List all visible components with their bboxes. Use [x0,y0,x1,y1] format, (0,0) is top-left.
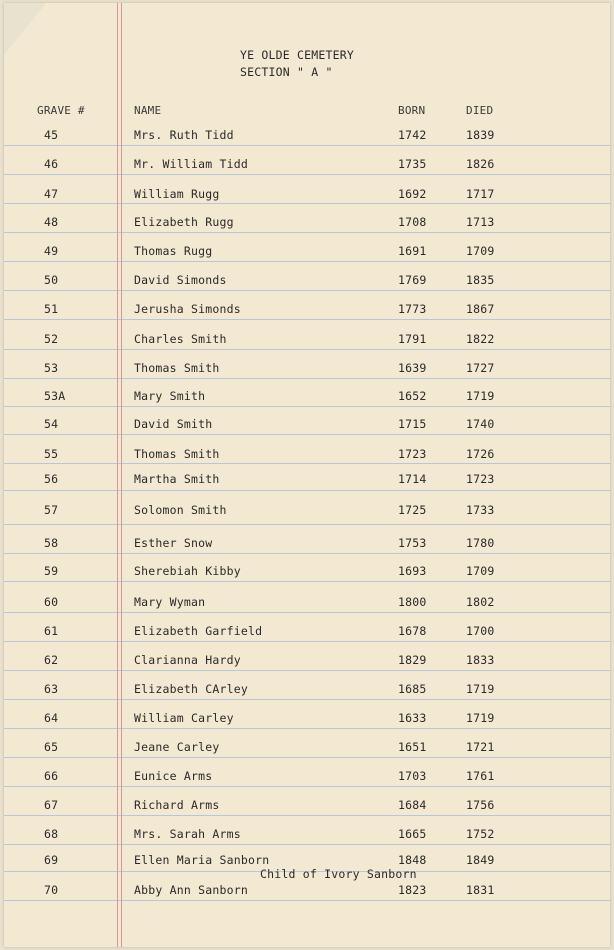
birth-year: 1685 [398,682,427,696]
birth-year: 1723 [398,447,427,461]
grave-name: William Rugg [134,187,220,201]
death-year: 1713 [466,215,495,229]
birth-year: 1665 [398,827,427,841]
death-year: 1839 [466,128,495,142]
death-year: 1835 [466,273,495,287]
grave-number: 56 [44,472,59,486]
grave-name: William Carley [134,711,234,725]
grave-number: 53 [44,361,59,375]
grave-number: 45 [44,128,59,142]
grave-name: Elizabeth CArley [134,682,248,696]
birth-year: 1639 [398,361,427,375]
ruled-line [4,553,610,554]
grave-number: 55 [44,447,59,461]
grave-name: Mrs. Sarah Arms [134,827,241,841]
ruled-line [4,786,610,787]
birth-year: 1753 [398,536,427,550]
grave-name: Clarianna Hardy [134,653,241,667]
grave-name: Thomas Smith [134,361,220,375]
ruled-line [4,612,610,613]
ruled-line [4,641,610,642]
death-year: 1802 [466,595,495,609]
note-text: Child of Ivory Sanborn [260,867,417,881]
ruled-line [4,524,610,525]
grave-number: 63 [44,682,59,696]
ruled-line [4,319,610,320]
birth-year: 1693 [398,564,427,578]
death-year: 1733 [466,503,495,517]
grave-name: Elizabeth Garfield [134,624,263,638]
ruled-line [4,290,610,291]
birth-year: 1823 [398,883,427,897]
death-year: 1719 [466,711,495,725]
ruled-line [4,145,610,146]
death-year: 1723 [466,472,495,486]
grave-number: 47 [44,187,59,201]
grave-name: Elizabeth Rugg [134,215,234,229]
grave-name: Sherebiah Kibby [134,564,241,578]
grave-number: 52 [44,332,59,346]
death-year: 1833 [466,653,495,667]
grave-name: Esther Snow [134,536,213,550]
death-year: 1717 [466,187,495,201]
birth-year: 1708 [398,215,427,229]
ruled-line [4,261,610,262]
grave-number: 66 [44,769,59,783]
grave-number: 49 [44,244,59,258]
grave-number: 58 [44,536,59,550]
death-year: 1761 [466,769,495,783]
ruled-line [4,728,610,729]
death-year: 1822 [466,332,495,346]
grave-number: 64 [44,711,59,725]
grave-number: 60 [44,595,59,609]
ruled-line [4,232,610,233]
grave-number: 48 [44,215,59,229]
grave-name: Ellen Maria Sanborn [134,853,270,867]
dog-eared-corner [4,3,46,55]
death-year: 1756 [466,798,495,812]
death-year: 1849 [466,853,495,867]
ruled-line [4,757,610,758]
death-year: 1752 [466,827,495,841]
header-died: DIED [466,104,494,117]
grave-number: 46 [44,157,59,171]
grave-number: 50 [44,273,59,287]
ruled-line [4,900,610,901]
header-born: BORN [398,104,426,117]
death-year: 1726 [466,447,495,461]
birth-year: 1829 [398,653,427,667]
death-year: 1740 [466,417,495,431]
ruled-line [4,490,610,491]
grave-number: 62 [44,653,59,667]
ruled-line [4,203,610,204]
header-grave: GRAVE # [37,104,85,117]
death-year: 1700 [466,624,495,638]
birth-year: 1678 [398,624,427,638]
birth-year: 1703 [398,769,427,783]
birth-year: 1742 [398,128,427,142]
grave-name: Charles Smith [134,332,227,346]
grave-name: Solomon Smith [134,503,227,517]
grave-name: Eunice Arms [134,769,213,783]
grave-name: Mary Smith [134,389,206,403]
grave-name: Jerusha Simonds [134,302,241,316]
death-year: 1709 [466,564,495,578]
death-year: 1780 [466,536,495,550]
ruled-line [4,581,610,582]
margin-line-right [121,3,122,947]
grave-number: 51 [44,302,59,316]
ruled-line [4,406,610,407]
birth-year: 1791 [398,332,427,346]
birth-year: 1691 [398,244,427,258]
ruled-line [4,699,610,700]
grave-number: 57 [44,503,59,517]
ruled-line [4,463,610,464]
ruled-line [4,434,610,435]
grave-number: 59 [44,564,59,578]
birth-year: 1769 [398,273,427,287]
birth-year: 1651 [398,740,427,754]
death-year: 1719 [466,682,495,696]
ledger-page [4,3,610,947]
grave-name: Thomas Rugg [134,244,213,258]
page-subtitle: SECTION " A " [240,65,333,79]
ruled-line [4,349,610,350]
birth-year: 1715 [398,417,427,431]
death-year: 1867 [466,302,495,316]
grave-number: 54 [44,417,59,431]
grave-number: 69 [44,853,59,867]
grave-name: Mary Wyman [134,595,206,609]
margin-line-left [117,3,118,947]
birth-year: 1735 [398,157,427,171]
death-year: 1727 [466,361,495,375]
death-year: 1719 [466,389,495,403]
birth-year: 1773 [398,302,427,316]
birth-year: 1848 [398,853,427,867]
ruled-line [4,174,610,175]
birth-year: 1633 [398,711,427,725]
grave-name: Thomas Smith [134,447,220,461]
ruled-line [4,378,610,379]
death-year: 1721 [466,740,495,754]
birth-year: 1725 [398,503,427,517]
grave-name: David Smith [134,417,213,431]
birth-year: 1652 [398,389,427,403]
grave-number: 61 [44,624,59,638]
grave-number: 67 [44,798,59,812]
grave-name: Martha Smith [134,472,220,486]
grave-number: 53A [44,389,66,403]
ruled-line [4,815,610,816]
header-name: NAME [134,104,162,117]
grave-name: Mr. William Tidd [134,157,248,171]
grave-name: Mrs. Ruth Tidd [134,128,234,142]
grave-name: Abby Ann Sanborn [134,883,248,897]
grave-number: 68 [44,827,59,841]
grave-name: Richard Arms [134,798,220,812]
birth-year: 1684 [398,798,427,812]
birth-year: 1692 [398,187,427,201]
ruled-line [4,670,610,671]
grave-name: David Simonds [134,273,227,287]
birth-year: 1714 [398,472,427,486]
birth-year: 1800 [398,595,427,609]
death-year: 1826 [466,157,495,171]
grave-number: 70 [44,883,59,897]
death-year: 1831 [466,883,495,897]
page-title: YE OLDE CEMETERY [240,48,354,62]
grave-number: 65 [44,740,59,754]
death-year: 1709 [466,244,495,258]
grave-name: Jeane Carley [134,740,220,754]
ruled-line [4,844,610,845]
